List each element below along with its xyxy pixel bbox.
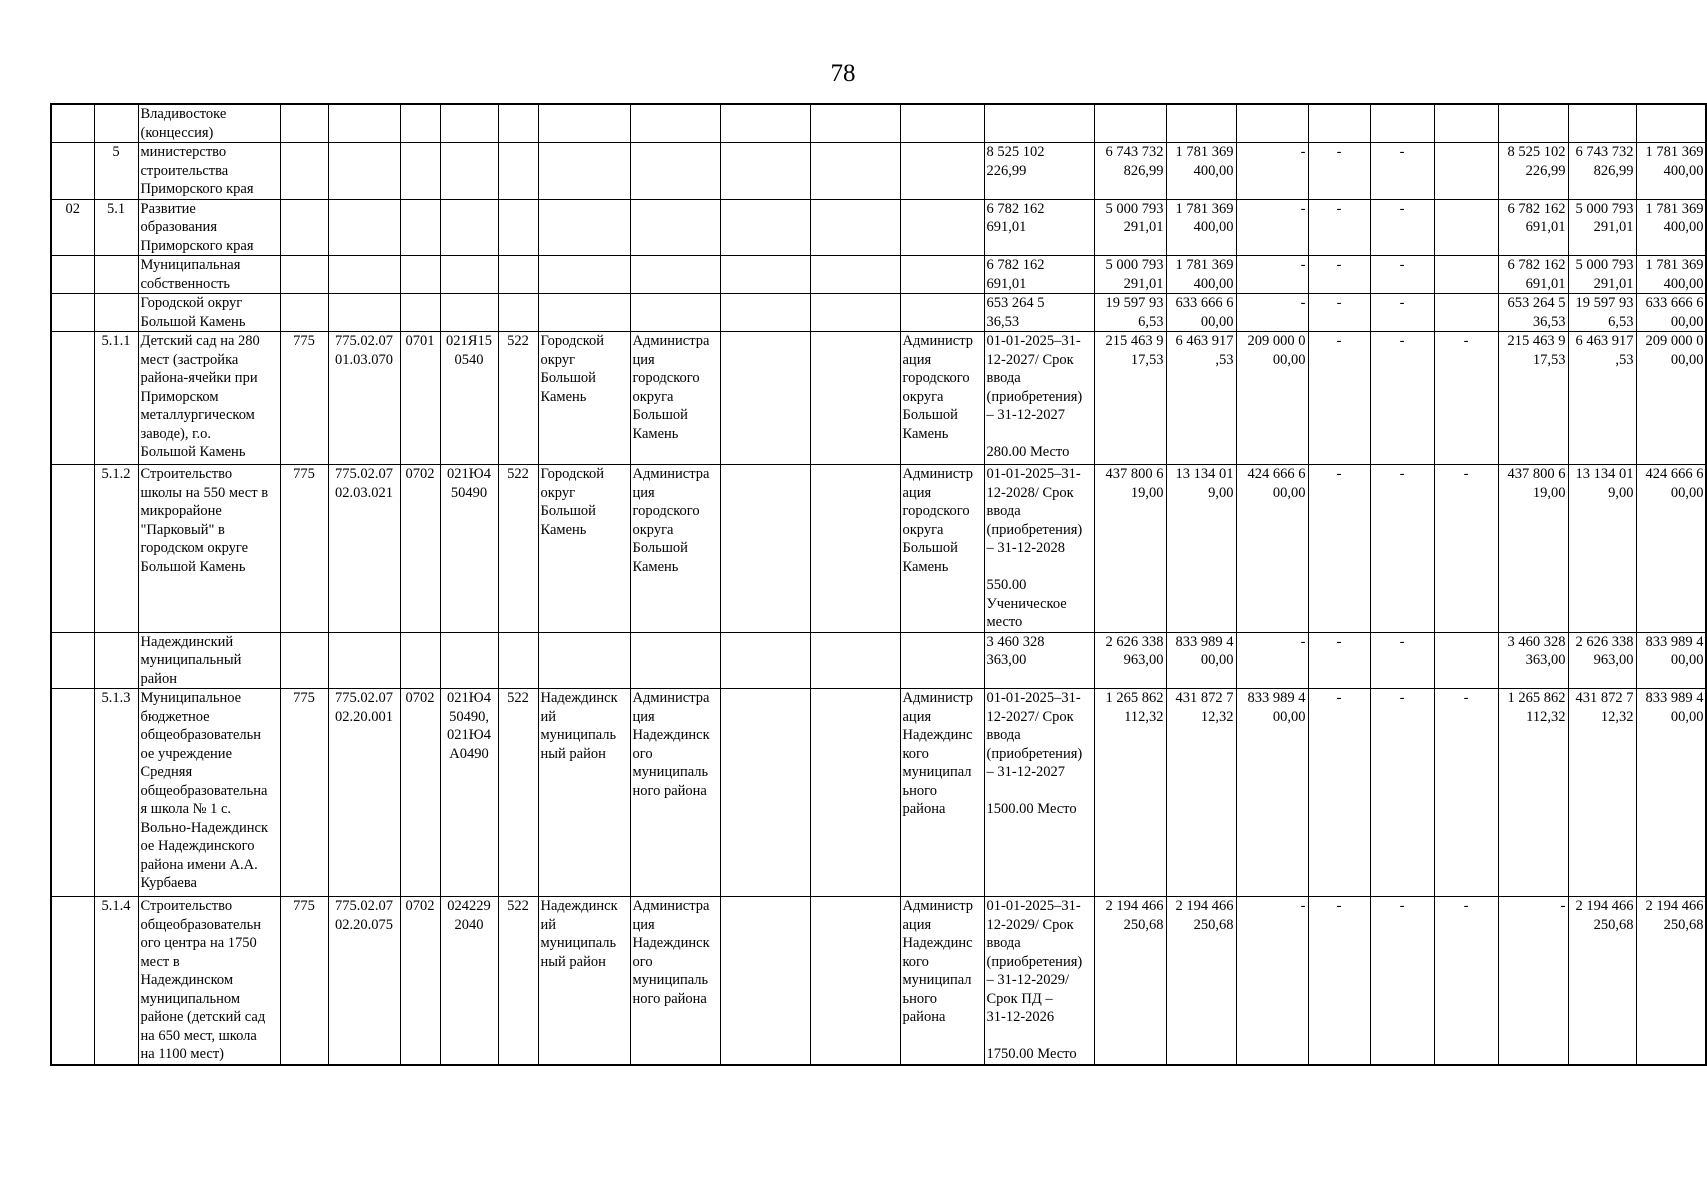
page-number: 78 <box>830 60 856 87</box>
table-body <box>51 104 1706 1065</box>
table-cell: 6 782 162 691,01 <box>984 256 1094 294</box>
table-cell: 522 <box>498 465 538 633</box>
table-cell: 0701 <box>400 332 440 465</box>
table-cell <box>400 256 440 294</box>
table-cell: 8 525 102 226,99 <box>984 143 1094 200</box>
table-cell <box>498 294 538 332</box>
table-row <box>51 689 1706 897</box>
table-cell: 5.1.2 <box>94 465 138 633</box>
table-cell: Городской округ Большой Камень <box>138 294 280 332</box>
table-row <box>51 104 1706 143</box>
table-cell: 424 666 6 00,00 <box>1636 465 1706 633</box>
table-cell <box>810 199 900 256</box>
table-cell: 833 989 4 00,00 <box>1636 689 1706 897</box>
table-cell <box>720 143 810 200</box>
table-cell <box>400 104 440 143</box>
table-cell <box>440 294 498 332</box>
table-cell <box>498 143 538 200</box>
table-cell <box>400 143 440 200</box>
table-cell <box>328 294 400 332</box>
table-cell <box>720 465 810 633</box>
table-cell <box>720 897 810 1065</box>
table-cell: Администра ция городского округа Большой Камень <box>630 465 720 633</box>
table-cell: 437 800 6 19,00 <box>1498 465 1568 633</box>
table-cell: 633 666 6 00,00 <box>1636 294 1706 332</box>
table-cell: 1 781 369 400,00 <box>1636 199 1706 256</box>
table-cell <box>280 294 328 332</box>
table-cell: - <box>1370 465 1434 633</box>
table-cell <box>94 294 138 332</box>
table-cell <box>538 256 630 294</box>
table-cell <box>1498 104 1568 143</box>
table-cell: 215 463 9 17,53 <box>1094 332 1166 465</box>
table-cell: 19 597 93 6,53 <box>1568 294 1636 332</box>
table-cell: 437 800 6 19,00 <box>1094 465 1166 633</box>
table-cell: Строительство школы на 550 мест в микрорайоне "Парковый" в городском округе Большой Камень <box>138 465 280 633</box>
table-cell <box>51 294 94 332</box>
table-cell: 13 134 01 9,00 <box>1166 465 1236 633</box>
table-cell: 775 <box>280 897 328 1065</box>
table-cell: 1 781 369 400,00 <box>1636 143 1706 200</box>
table-cell: 0702 <box>400 897 440 1065</box>
table-cell <box>498 256 538 294</box>
table-cell <box>498 199 538 256</box>
table-cell: 2 626 338 963,00 <box>1094 632 1166 689</box>
table-cell: - <box>1370 689 1434 897</box>
table-cell: - <box>1370 632 1434 689</box>
table-cell <box>720 632 810 689</box>
table-cell <box>630 256 720 294</box>
table-cell <box>280 632 328 689</box>
table-cell: - <box>1236 294 1308 332</box>
table-cell: 5.1.3 <box>94 689 138 897</box>
table-cell <box>810 294 900 332</box>
table-cell <box>810 689 900 897</box>
table-cell: - <box>1370 294 1434 332</box>
table-cell <box>1434 294 1498 332</box>
table-cell: 209 000 0 00,00 <box>1236 332 1308 465</box>
table-cell: Администра ция Надеждинск ого муниципаль ного района <box>630 897 720 1065</box>
table-cell: 1 781 369 400,00 <box>1166 256 1236 294</box>
table-cell: - <box>1370 143 1434 200</box>
table-cell <box>1370 104 1434 143</box>
table-cell: Надеждинский муниципальный район <box>138 632 280 689</box>
table-cell <box>400 199 440 256</box>
table-cell: 6 743 732 826,99 <box>1094 143 1166 200</box>
table-cell <box>630 632 720 689</box>
table-cell <box>984 104 1094 143</box>
table-cell <box>280 143 328 200</box>
table-cell <box>720 104 810 143</box>
table-cell: 215 463 9 17,53 <box>1498 332 1568 465</box>
table-cell: 6 743 732 826,99 <box>1568 143 1636 200</box>
table-cell <box>810 897 900 1065</box>
table-cell <box>51 143 94 200</box>
table-cell: 833 989 4 00,00 <box>1166 632 1236 689</box>
table-cell: 5 000 793 291,01 <box>1094 199 1166 256</box>
table-cell: 775.02.07 02.03.021 <box>328 465 400 633</box>
table-cell: - <box>1308 199 1370 256</box>
table-cell <box>440 256 498 294</box>
table-cell: Муниципальное бюджетное общеобразовательн ое учреждение Средняя общеобразовательна я школа № 1 с. Вольно-Надеждинск ое Надеждинского района имени А.А. Курбаева <box>138 689 280 897</box>
table-cell <box>1308 104 1370 143</box>
table-cell: - <box>1308 897 1370 1065</box>
table-cell: 431 872 7 12,32 <box>1568 689 1636 897</box>
table-cell: - <box>1236 256 1308 294</box>
table-cell: Администр ация Надеждинс кого муниципал ьного района <box>900 689 984 897</box>
table-cell: 522 <box>498 897 538 1065</box>
table-cell <box>1434 104 1498 143</box>
table-cell: - <box>1434 465 1498 633</box>
table-cell: 6 782 162 691,01 <box>1498 199 1568 256</box>
table-cell: - <box>1236 199 1308 256</box>
table-cell <box>900 294 984 332</box>
table-cell <box>630 199 720 256</box>
table-cell: 775.02.07 02.20.001 <box>328 689 400 897</box>
table-cell <box>1636 104 1706 143</box>
table-cell: - <box>1236 897 1308 1065</box>
table-cell: 13 134 01 9,00 <box>1568 465 1636 633</box>
table-cell: Администра ция городского округа Большой Камень <box>630 332 720 465</box>
table-cell <box>280 199 328 256</box>
table-cell: 2 194 466 250,68 <box>1094 897 1166 1065</box>
table-cell <box>328 104 400 143</box>
table-cell <box>720 689 810 897</box>
table-cell: Детский сад на 280 мест (застройка района-ячейки при Приморском металлургическом заводе), г.о. Большой Камень <box>138 332 280 465</box>
table-cell: 021Я15 0540 <box>440 332 498 465</box>
table-cell: Развитие образования Приморского края <box>138 199 280 256</box>
table-cell: Строительство общеобразовательн ого центра на 1750 мест в Надеждинском муниципальном районе (детский сад на 650 мест, школа на 1100 мест) <box>138 897 280 1065</box>
table-cell: Администр ация Надеждинс кого муниципал ьного района <box>900 897 984 1065</box>
table-cell: 1 781 369 400,00 <box>1166 143 1236 200</box>
table-cell: - <box>1308 465 1370 633</box>
table-cell: 1 781 369 400,00 <box>1166 199 1236 256</box>
table-cell: - <box>1370 199 1434 256</box>
table-cell <box>1568 104 1636 143</box>
table-cell <box>538 199 630 256</box>
table-cell <box>51 897 94 1065</box>
table-cell: 5 <box>94 143 138 200</box>
table-cell <box>810 465 900 633</box>
table-cell <box>440 632 498 689</box>
table-cell <box>900 143 984 200</box>
table-cell <box>51 332 94 465</box>
table-cell <box>720 256 810 294</box>
table-cell <box>1094 104 1166 143</box>
table-cell <box>440 199 498 256</box>
table-cell <box>280 256 328 294</box>
table-cell <box>900 199 984 256</box>
table-cell: 653 264 5 36,53 <box>984 294 1094 332</box>
table-row <box>51 143 1706 200</box>
budget-table <box>50 103 1707 1066</box>
table-row <box>51 294 1706 332</box>
table-cell: - <box>1434 332 1498 465</box>
table-cell: 021Ю4 50490, 021Ю4 A0490 <box>440 689 498 897</box>
table-cell: 01-01-2025–31- 12-2029/ Срок ввода (приобретения) – 31-12-2029/ Срок ПД – 31-12-2026 1750.00 Место <box>984 897 1094 1065</box>
table-cell: 024229 2040 <box>440 897 498 1065</box>
table-cell: 19 597 93 6,53 <box>1094 294 1166 332</box>
table-cell <box>538 143 630 200</box>
table-cell <box>51 465 94 633</box>
table-cell <box>51 632 94 689</box>
table-cell: Надеждинск ий муниципаль ный район <box>538 689 630 897</box>
table-cell: 0702 <box>400 689 440 897</box>
table-cell: 8 525 102 226,99 <box>1498 143 1568 200</box>
table-cell: - <box>1370 897 1434 1065</box>
table-cell: 6 463 917 ,53 <box>1166 332 1236 465</box>
table-cell: 3 460 328 363,00 <box>1498 632 1568 689</box>
table-cell: 01-01-2025–31- 12-2027/ Срок ввода (приобретения) – 31-12-2027 280.00 Место <box>984 332 1094 465</box>
table-cell <box>538 632 630 689</box>
table-cell <box>1434 632 1498 689</box>
table-cell: 775 <box>280 689 328 897</box>
table-cell <box>498 104 538 143</box>
table-cell: 021Ю4 50490 <box>440 465 498 633</box>
table-cell <box>440 143 498 200</box>
table-cell: 833 989 4 00,00 <box>1636 632 1706 689</box>
table-cell: 424 666 6 00,00 <box>1236 465 1308 633</box>
table-cell <box>400 632 440 689</box>
table-cell: 02 <box>51 199 94 256</box>
table-cell: - <box>1498 897 1568 1065</box>
table-cell <box>51 256 94 294</box>
table-cell <box>900 256 984 294</box>
table-cell: Администра ция Надеждинск ого муниципаль ного района <box>630 689 720 897</box>
table-cell <box>630 143 720 200</box>
table-cell <box>440 104 498 143</box>
table-cell: 1 781 369 400,00 <box>1636 256 1706 294</box>
table-cell: - <box>1308 332 1370 465</box>
table-cell <box>1236 104 1308 143</box>
table-row <box>51 465 1706 633</box>
table-cell: Городской округ Большой Камень <box>538 332 630 465</box>
table-cell <box>538 294 630 332</box>
table-cell <box>720 332 810 465</box>
table-cell: 775 <box>280 332 328 465</box>
table-cell: 2 194 466 250,68 <box>1166 897 1236 1065</box>
table-cell <box>720 294 810 332</box>
table-cell <box>810 632 900 689</box>
table-row <box>51 199 1706 256</box>
table-cell: 833 989 4 00,00 <box>1236 689 1308 897</box>
table-cell <box>630 104 720 143</box>
table-cell <box>1434 256 1498 294</box>
table-cell: 1 265 862 112,32 <box>1498 689 1568 897</box>
table-cell <box>810 256 900 294</box>
table-cell: Надеждинск ий муниципаль ный район <box>538 897 630 1065</box>
table-cell: - <box>1308 143 1370 200</box>
table-cell: - <box>1308 689 1370 897</box>
table-cell: - <box>1308 256 1370 294</box>
table-cell: 522 <box>498 332 538 465</box>
table-cell <box>328 143 400 200</box>
table-cell: 6 782 162 691,01 <box>984 199 1094 256</box>
table-cell <box>51 689 94 897</box>
table-cell <box>328 256 400 294</box>
table-cell: 5.1 <box>94 199 138 256</box>
table-cell: - <box>1434 689 1498 897</box>
table-cell <box>538 104 630 143</box>
table-cell: Владивостоке (концессия) <box>138 104 280 143</box>
table-cell <box>51 104 94 143</box>
table-cell <box>1434 143 1498 200</box>
table-cell: 01-01-2025–31- 12-2028/ Срок ввода (приобретения) – 31-12-2028 550.00 Ученическое место <box>984 465 1094 633</box>
table-cell: министерство строительства Приморского края <box>138 143 280 200</box>
table-cell: - <box>1434 897 1498 1065</box>
table-cell: Муниципальная собственность <box>138 256 280 294</box>
table-cell: 2 194 466 250,68 <box>1568 897 1636 1065</box>
table-cell <box>328 632 400 689</box>
table-cell: - <box>1308 294 1370 332</box>
table-cell: Городской округ Большой Камень <box>538 465 630 633</box>
table-cell <box>720 199 810 256</box>
table-cell: Администр ация городского округа Большой Камень <box>900 465 984 633</box>
table-row <box>51 256 1706 294</box>
table-cell <box>900 104 984 143</box>
table-cell: 5.1.4 <box>94 897 138 1065</box>
table-cell <box>94 104 138 143</box>
table-cell: 6 463 917 ,53 <box>1568 332 1636 465</box>
table-cell: 653 264 5 36,53 <box>1498 294 1568 332</box>
table-row <box>51 897 1706 1065</box>
table-cell <box>900 632 984 689</box>
table-cell: 5 000 793 291,01 <box>1568 256 1636 294</box>
table-cell: Администр ация городского округа Большой Камень <box>900 332 984 465</box>
table-cell: 775 <box>280 465 328 633</box>
table-cell <box>630 294 720 332</box>
table-cell <box>810 332 900 465</box>
table-cell: 5 000 793 291,01 <box>1094 256 1166 294</box>
table-cell <box>328 199 400 256</box>
table-cell <box>94 256 138 294</box>
table-cell: - <box>1370 332 1434 465</box>
table-cell <box>1166 104 1236 143</box>
table-cell: 2 194 466 250,68 <box>1636 897 1706 1065</box>
table-cell: 775.02.07 01.03.070 <box>328 332 400 465</box>
table-cell: - <box>1236 143 1308 200</box>
table-cell: 6 782 162 691,01 <box>1498 256 1568 294</box>
table-cell: - <box>1370 256 1434 294</box>
table-cell: 0702 <box>400 465 440 633</box>
table-cell: 5.1.1 <box>94 332 138 465</box>
table-cell: 431 872 7 12,32 <box>1166 689 1236 897</box>
table-cell: 3 460 328 363,00 <box>984 632 1094 689</box>
table-cell: 775.02.07 02.20.075 <box>328 897 400 1065</box>
table-cell <box>400 294 440 332</box>
table-cell: 5 000 793 291,01 <box>1568 199 1636 256</box>
table-cell: 2 626 338 963,00 <box>1568 632 1636 689</box>
table-cell: 522 <box>498 689 538 897</box>
table-cell <box>498 632 538 689</box>
table-row <box>51 332 1706 465</box>
table-row <box>51 632 1706 689</box>
table-cell: - <box>1308 632 1370 689</box>
table-cell <box>280 104 328 143</box>
table-cell: - <box>1236 632 1308 689</box>
table-cell <box>810 143 900 200</box>
table-cell <box>94 632 138 689</box>
table-cell: 633 666 6 00,00 <box>1166 294 1236 332</box>
table-cell: 209 000 0 00,00 <box>1636 332 1706 465</box>
table-cell <box>1434 199 1498 256</box>
table-cell <box>810 104 900 143</box>
table-cell: 01-01-2025–31- 12-2027/ Срок ввода (приобретения) – 31-12-2027 1500.00 Место <box>984 689 1094 897</box>
table-cell: 1 265 862 112,32 <box>1094 689 1166 897</box>
